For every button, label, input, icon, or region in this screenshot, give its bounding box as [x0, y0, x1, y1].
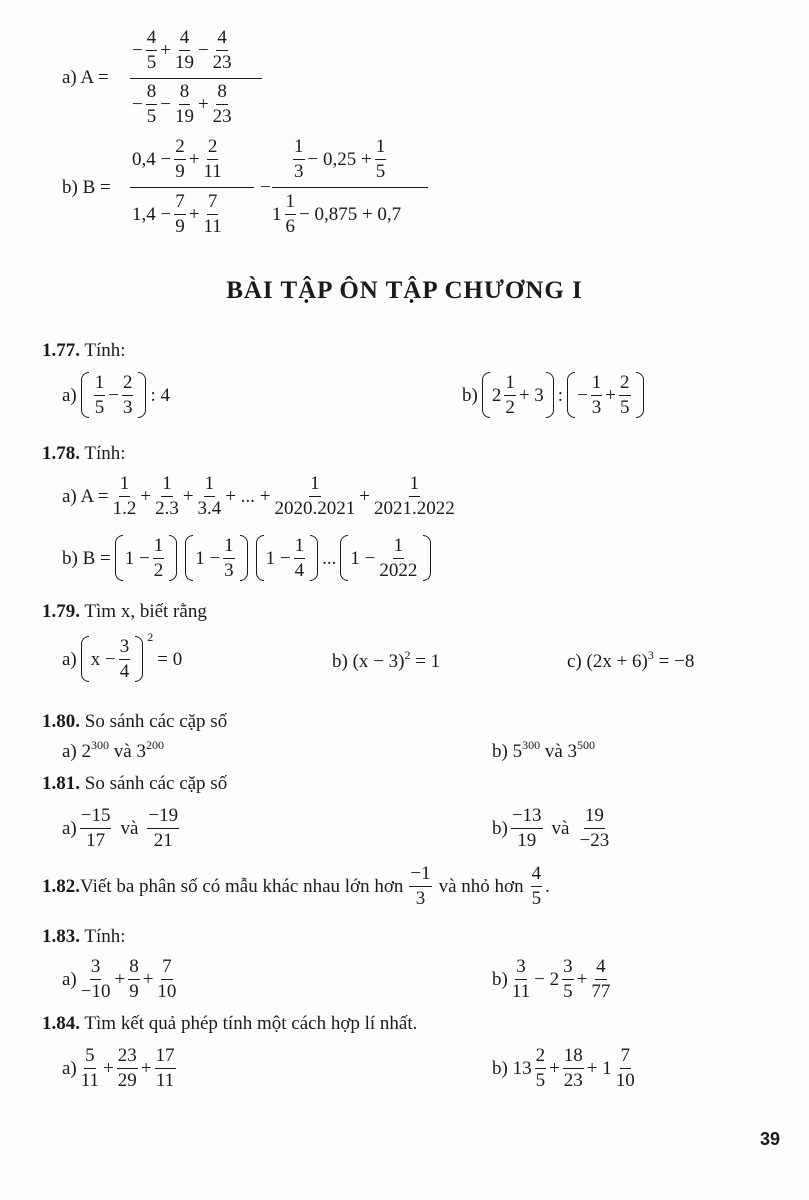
page-number: 39 — [760, 1129, 781, 1149]
exercise-1-83-a: a) 3 −10 + $\frac{8}{9}$ + $\frac{7}{10}$ — [62, 956, 177, 1002]
exercise-1-80-a: a) $2^{300}$ và $3^{200}$ — [62, 738, 164, 762]
exercise-1-81-a: a) −15 17 và −19 21 — [62, 805, 179, 851]
expr-a-denominator: − $\frac{8}{5}$ − $\frac{8}{19}$ + $\frac{8}{23}$ — [132, 81, 232, 127]
exercise-1-79-a: a) x − $\frac{3}{4}$ 2 = 0 — [62, 630, 183, 682]
exercise-1-82: 1.82. Viết ba phân số có mẫu khác nhau lớn hơn −1 3 và nhỏ hơn 4 5 . — [42, 863, 550, 909]
chapter-title: BÀI TẬP ÔN TẬP CHƯƠNG I — [226, 277, 583, 304]
exercise-1-84-b: b) 13 2 5 + $\frac{18}{23}$ + 1 7 10 — [492, 1045, 635, 1091]
expr-b1-fraction-bar — [130, 187, 254, 188]
expr-b-label: b) B = — [62, 177, 111, 198]
exercise-1-81-heading: 1.81. So sánh các cặp số — [42, 773, 228, 794]
expr-a-fraction-bar — [130, 78, 262, 79]
exercise-1-77-b: b) 2 1 2 + 3 : − $\frac{1}{3}$ + $\frac{2}{5}$ — [462, 372, 648, 418]
expr-b1-denominator: 1,4 − $\frac{7}{9}$ + $\frac{7}{11}$ — [132, 191, 222, 237]
expr-b2-numerator: 1 3 − 0,25 + $\frac{1}{5}$ — [294, 136, 386, 182]
expr-a-label: a) A = — [62, 67, 109, 88]
expr-b1-numerator: 0,4 − $\frac{2}{9}$ + $\frac{2}{11}$ — [132, 136, 222, 182]
exercise-1-84-heading: 1.84. Tìm kết quả phép tính một cách hợp lí nhất. — [42, 1013, 418, 1034]
exercise-1-81-b: b) −13 19 và 19 −23 — [492, 805, 610, 851]
exercise-1-80-b: b) $5^{300}$ và $3^{500}$ — [492, 738, 596, 762]
exercise-1-77-heading: 1.77. Tính: — [42, 340, 126, 361]
exercise-1-78-heading: 1.78. Tính: — [42, 443, 126, 464]
exercise-1-78-b: b) B = 1 − $\frac{1}{2}$ 1 − $\frac{1}{3}$ 1 − $\frac{1}{4}$ ... 1 − $\frac{1}{2022}$ — [62, 535, 435, 581]
exercise-1-80-heading: 1.80. So sánh các cặp số — [42, 711, 228, 732]
exercise-1-79-heading: 1.79. Tìm x, biết rằng — [42, 601, 207, 622]
exercise-1-79-b: b) $(x - 3)^2 = 1$ — [332, 648, 441, 672]
expr-b2-denominator: 1 1 6 − 0,875 + 0,7 — [272, 191, 402, 237]
exercise-1-77-a: a) 1 5 − $\frac{2}{3}$ : 4 — [62, 371, 171, 418]
exercise-1-78-a: a) A = $\frac{1}{1.2}$ + $\frac{1}{2.3}$ + $\frac{1}{3.4}$ + ... + $\frac{1}{2020.2021}$ + $\frac{1}{2021.2022}$ — [62, 473, 455, 519]
exercise-1-84-a: a) 5 11 + $\frac{23}{29}$ + $\frac{17}{11}$ — [62, 1045, 175, 1091]
expr-b2-fraction-bar — [272, 187, 428, 188]
expr-a-numerator: − $\frac{4}{5}$ + $\frac{4}{19}$ − $\frac{4}{23}$ — [132, 27, 232, 73]
expr-b-minus: − — [260, 177, 271, 198]
exercise-1-83-heading: 1.83. Tính: — [42, 926, 126, 947]
exercise-1-83-b: b) 3 11 − 2 3 5 + $\frac{4}{77}$ — [492, 956, 611, 1002]
exercise-1-79-c: c) $(2x + 6)^3 = -8$ — [567, 648, 695, 672]
